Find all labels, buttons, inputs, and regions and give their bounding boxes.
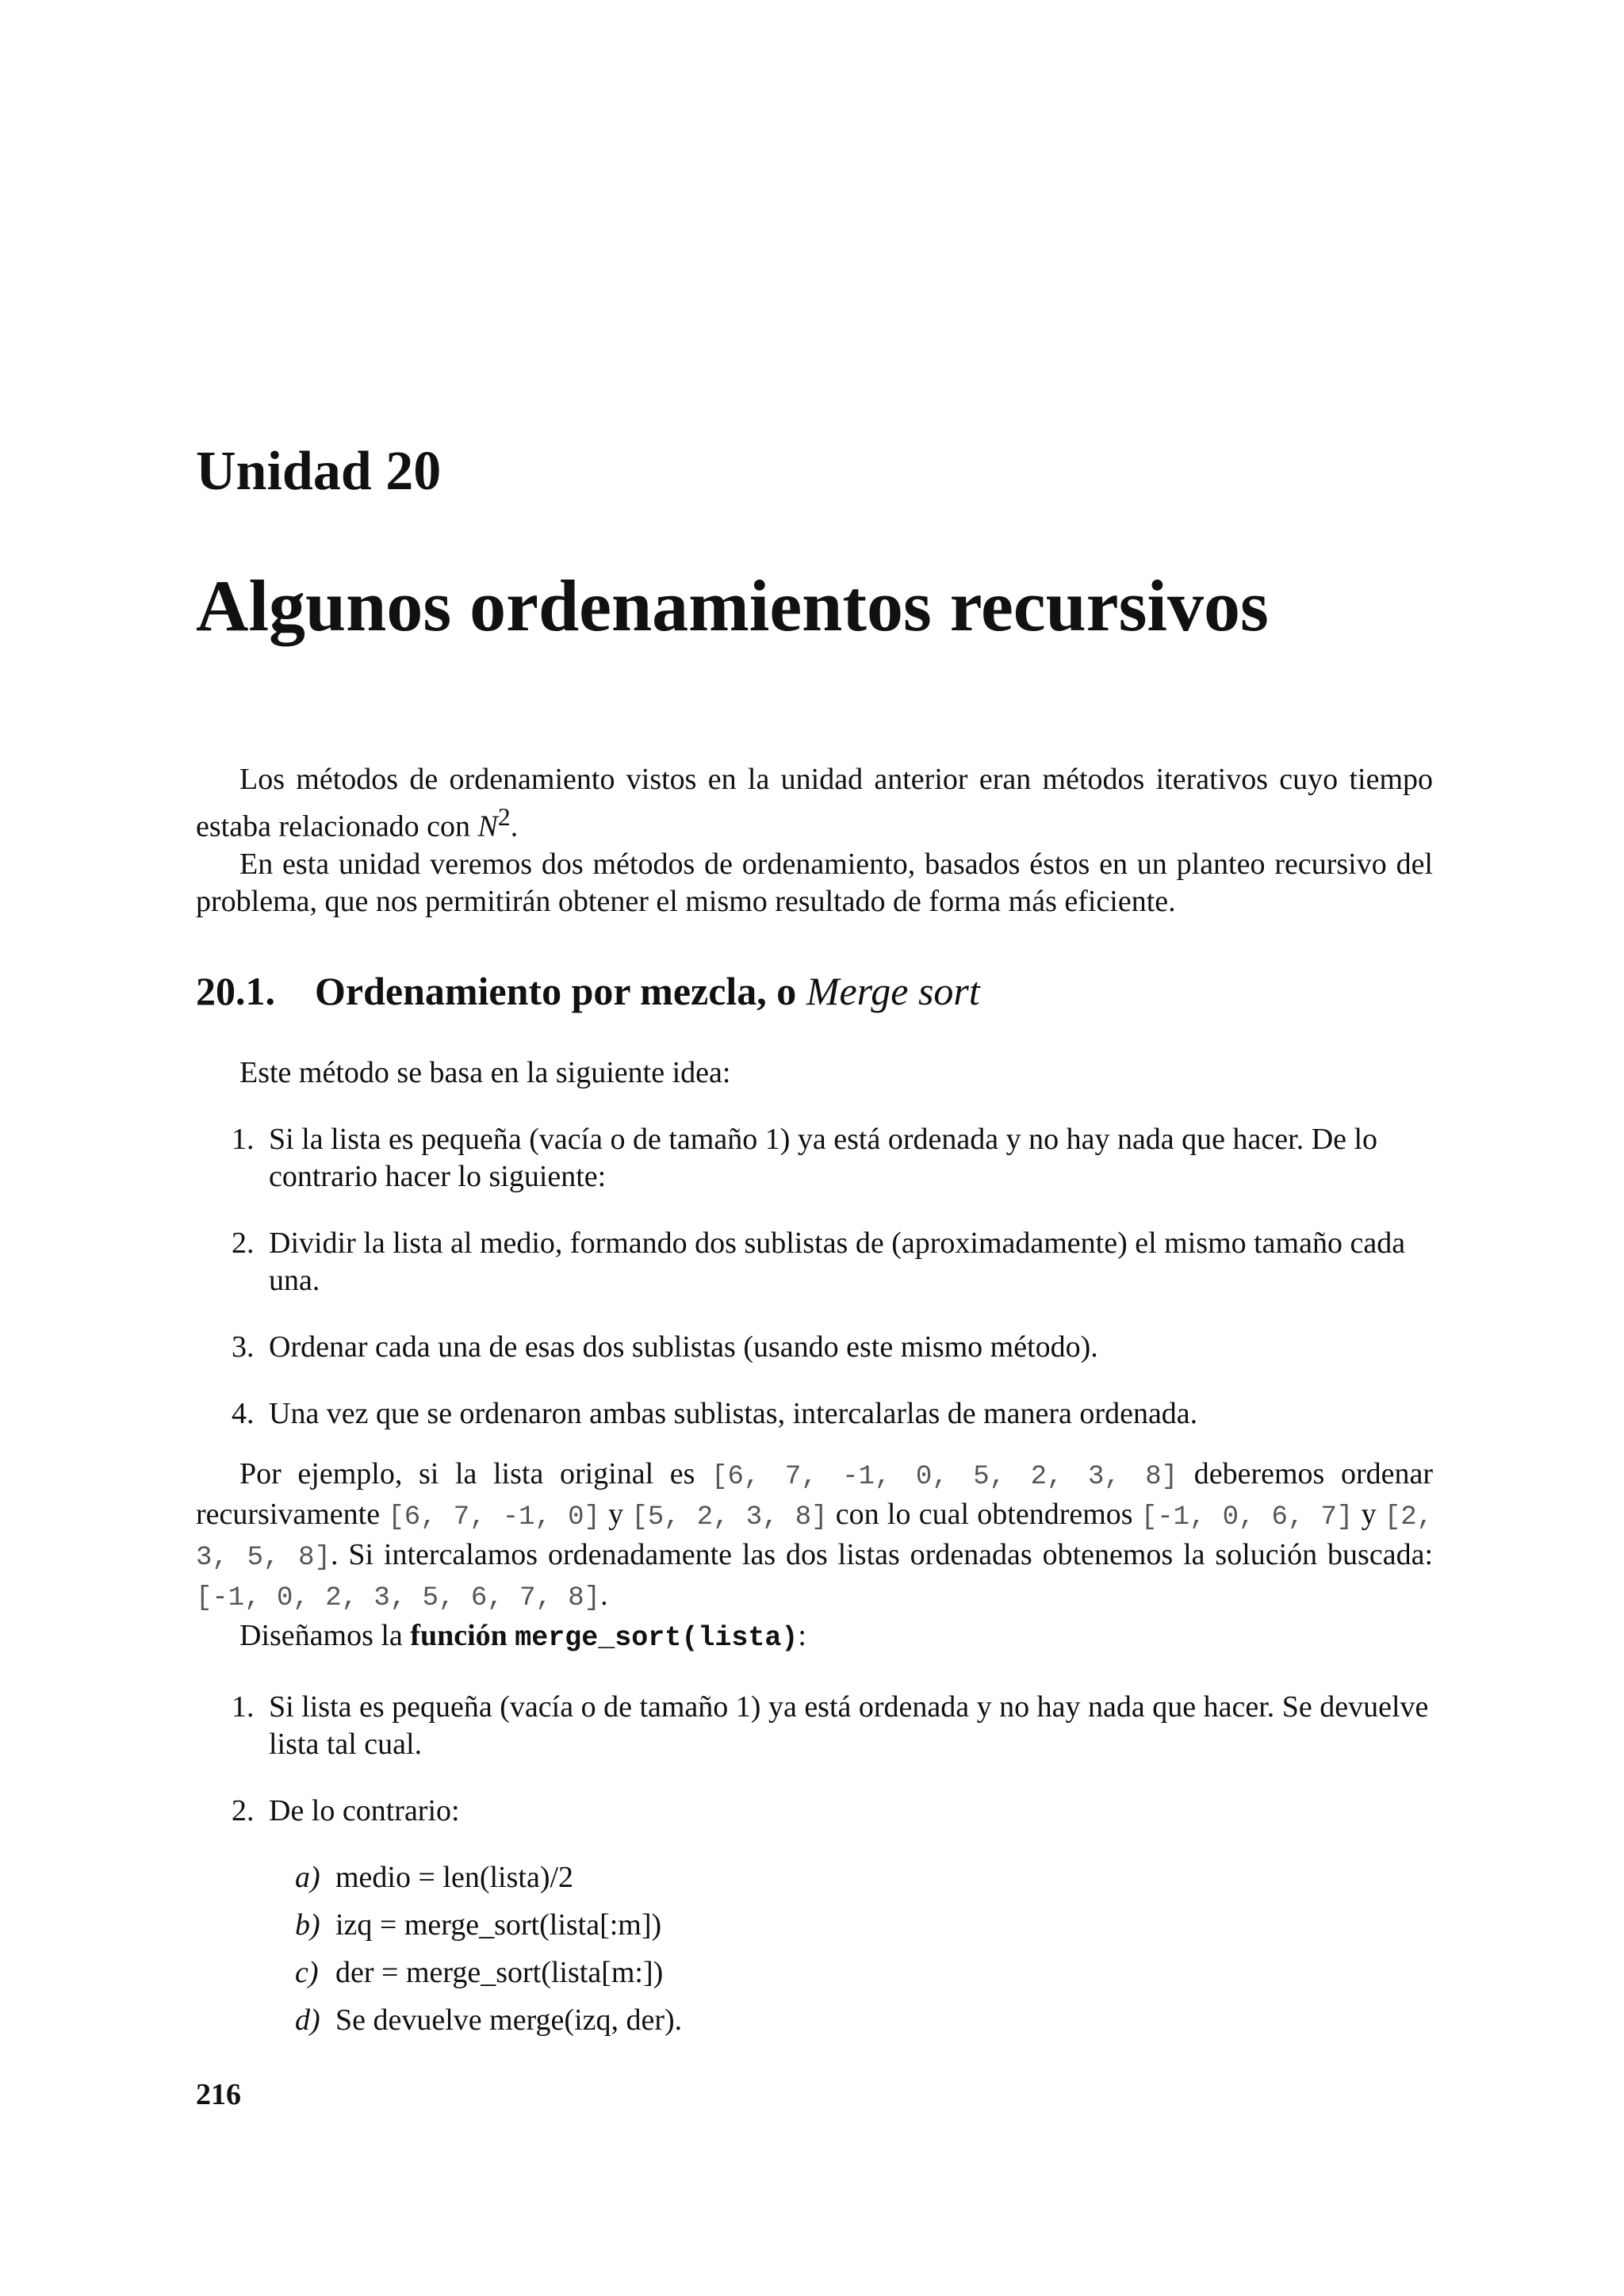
section-intro: Este método se basa en la siguiente idea: — [239, 1056, 731, 1089]
idea-steps-list — [196, 1121, 1433, 1433]
design-paragraph: Diseñamos la función merge_sort(lista): — [239, 1619, 806, 1654]
sub-list-item: c) der = merge_sort(lista[m:]) — [295, 1956, 664, 1989]
function-keyword: función — [410, 1619, 508, 1652]
code-list-right: [5, 2, 3, 8] — [631, 1502, 828, 1533]
function-signature: merge_sort(lista) — [515, 1622, 799, 1654]
section-number: 20.1. — [196, 969, 275, 1013]
list-item: 1. Si la lista es pequeña (vacía o de tamaño 1) ya está ordenada y no hay nada que hacer. De lo contrario hacer lo siguiente: — [232, 1123, 1378, 1193]
code-list-left-sorted: [-1, 0, 6, 7] — [1140, 1502, 1354, 1533]
sub-list-item: d) Se devuelve merge(izq, der). — [295, 2003, 683, 2037]
intro-block — [196, 761, 1433, 920]
sub-list-item: b) izq = merge_sort(lista[:m]) — [295, 1908, 662, 1942]
design-list-block — [196, 1689, 1433, 2039]
idea-list-block — [196, 1121, 1433, 1433]
math-n: N — [477, 809, 498, 844]
list-item: 3. Ordenar cada una de esas dos sublistas (usando este mismo método). — [232, 1330, 1098, 1364]
example-block — [196, 1456, 1433, 1657]
intro-paragraph-1: Los métodos de ordenamiento vistos en la unidad anterior eran métodos iterativos cuyo tiempo estaba relacionado con $N^2$. — [196, 763, 1433, 844]
unit-label: Unidad 20 — [196, 441, 442, 502]
list-item: 1. Si lista es pequeña (vacía o de tamaño 1) ya está ordenada y no hay nada que hacer. Se devuelve lista tal cual. — [232, 1690, 1429, 1761]
code-list-solution: [-1, 0, 2, 3, 5, 6, 7, 8] — [196, 1583, 601, 1613]
section-intro-block — [196, 1054, 1433, 1092]
code-list-right-sorted: [2, 3, 5, 8] — [196, 1502, 1434, 1573]
chapter-title: Algunos ordenamientos recursivos — [196, 565, 1269, 646]
list-item: 4. Una vez que se ordenaron ambas sublistas, intercalarlas de manera ordenada. — [232, 1397, 1198, 1430]
page-number: 216 — [196, 2078, 241, 2111]
section-title-italic: Merge sort — [806, 969, 980, 1013]
code-list-left: [6, 7, -1, 0] — [388, 1502, 600, 1533]
design-sub-steps-list — [196, 1859, 1433, 2039]
math-exponent: 2 — [497, 803, 511, 831]
section-heading — [196, 967, 980, 1015]
section-title-main: Ordenamiento por mezcla, o — [315, 969, 797, 1013]
list-item: 2. De lo contrario: — [232, 1794, 460, 1827]
design-steps-list — [196, 1689, 1433, 1830]
list-item: 2. Dividir la lista al medio, formando dos sublistas de (aproximadamente) el mismo tamaño cada una. — [232, 1226, 1406, 1297]
code-list-original: [6, 7, -1, 0, 5, 2, 3, 8] — [711, 1462, 1178, 1492]
intro-paragraph-2: En esta unidad veremos dos métodos de ordenamiento, basados éstos en un planteo recursivo del problema, que nos permitirán obtener el mismo resultado de forma más eficiente. — [196, 847, 1433, 918]
example-paragraph: Por ejemplo, si la lista original es [6, 7, -1, 0, 5, 2, 3, 8] deberemos ordenar recursivamente [6, 7, -1, 0] y [5, 2, 3, 8] con lo cual obtendremos [-1, 0, 6, 7] y [2, 3, 5, 8]. Si intercalamos ordenadamente las dos listas ordenadas obtenemos la solución buscada: [-1, 0, 2, 3, 5, 6, 7, 8]. — [196, 1457, 1434, 1613]
sub-list-item: a) medio = len(lista)/2 — [295, 1861, 574, 1894]
